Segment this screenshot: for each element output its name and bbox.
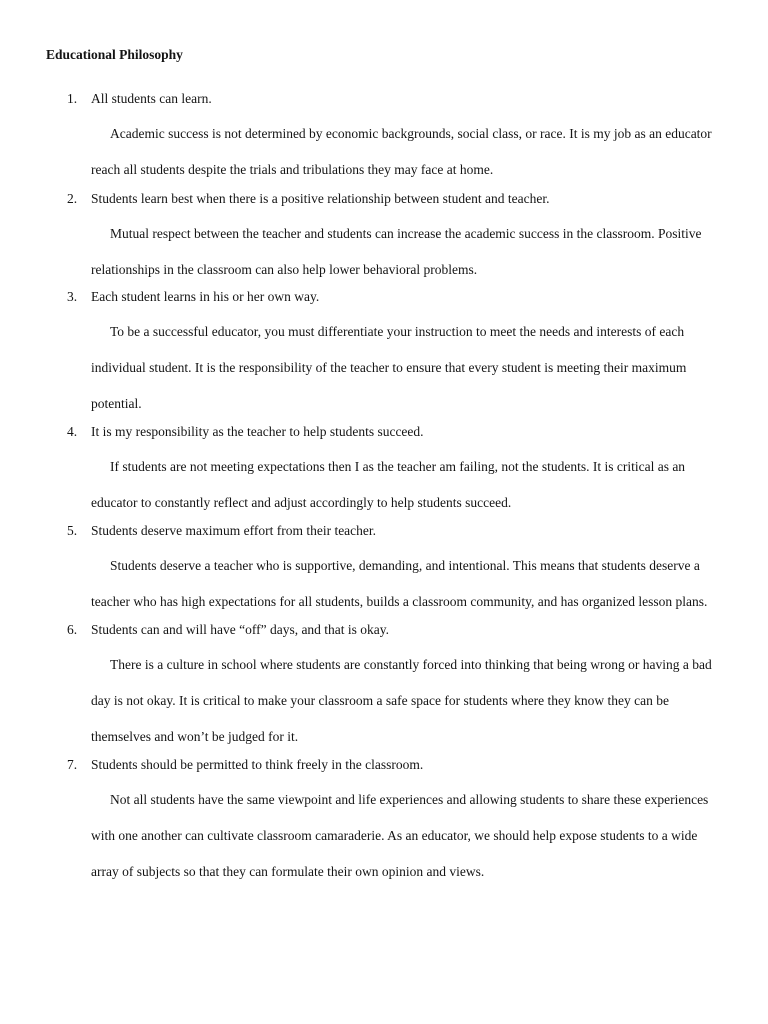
- document-title: Educational Philosophy: [46, 47, 183, 62]
- item-heading: All students can learn.: [91, 91, 212, 106]
- item-body: If students are not meeting expectations then I as the teacher am failing, not the students. It is critical as an educator to constantly reflect and adjust accordingly to help students succeed.: [91, 459, 686, 510]
- item-number: 1.: [67, 91, 78, 106]
- item-number: 6.: [67, 622, 78, 637]
- item-body: Mutual respect between the teacher and students can increase the academic success in the classroom. Positive relationships in the classroom can also help lower behavioral problems.: [91, 226, 702, 277]
- item-heading: Students learn best when there is a positive relationship between student and teacher.: [91, 191, 550, 206]
- philosophy-list: [46, 90, 728, 890]
- list-item: [46, 423, 728, 521]
- list-item: [46, 288, 728, 422]
- list-item: [46, 90, 728, 188]
- list-item: [46, 621, 728, 755]
- item-heading: Students deserve maximum effort from their teacher.: [91, 523, 377, 538]
- item-body: Students deserve a teacher who is supportive, demanding, and intentional. This means that students deserve a teacher who has high expectations for all students, builds a classroom community, and has organized lesson plans.: [91, 558, 708, 609]
- list-item: [46, 190, 728, 288]
- item-body: To be a successful educator, you must differentiate your instruction to meet the needs and interests of each individual student. It is the responsibility of the teacher to ensure that every student is meeting their maximum potential.: [91, 324, 687, 411]
- item-body: Not all students have the same viewpoint and life experiences and allowing students to share these experiences with one another can cultivate classroom camaraderie. As an educator, we should help expose students to a wide array of subjects so that they can formulate their own opinion and views.: [91, 792, 709, 879]
- item-body: Academic success is not determined by economic backgrounds, social class, or race. It is my job as an educator reach all students despite the trials and tribulations they may face at home.: [91, 126, 712, 177]
- item-heading: Students can and will have “off” days, and that is okay.: [91, 622, 390, 637]
- item-heading: It is my responsibility as the teacher to help students succeed.: [91, 424, 424, 439]
- item-number: 5.: [67, 523, 78, 538]
- list-item: [46, 522, 728, 620]
- item-number: 4.: [67, 424, 78, 439]
- item-number: 3.: [67, 289, 78, 304]
- item-number: 7.: [67, 757, 78, 772]
- item-heading: Students should be permitted to think freely in the classroom.: [91, 757, 424, 772]
- list-item: [46, 756, 728, 890]
- item-number: 2.: [67, 191, 78, 206]
- item-heading: Each student learns in his or her own way.: [91, 289, 320, 304]
- item-body: There is a culture in school where students are constantly forced into thinking that being wrong or having a bad day is not okay. It is critical to make your classroom a safe space for students where they know they can be themselves and won’t be judged for it.: [91, 657, 712, 744]
